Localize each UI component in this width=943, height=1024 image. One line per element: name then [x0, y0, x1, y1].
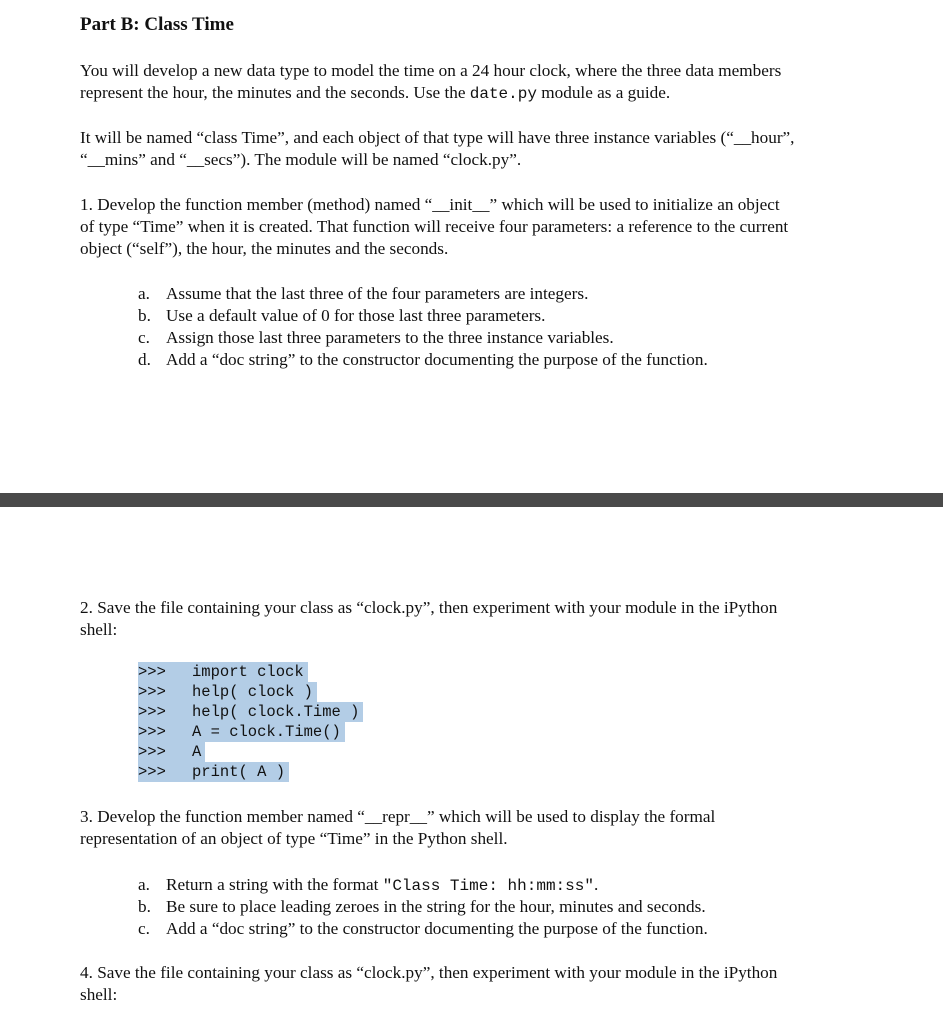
list-item [138, 327, 918, 349]
list-item-text: Assign those last three parameters to the three instance variables. [166, 328, 614, 347]
intro-line-2 [80, 82, 900, 105]
list-item [138, 896, 918, 918]
list-item-text: Add a “doc string” to the constructor documenting the purpose of the function. [166, 919, 708, 938]
shell-prompt: >>> [138, 742, 192, 762]
shell-prompt: >>> [138, 722, 192, 742]
intro-paragraph [80, 60, 900, 105]
code-line [138, 722, 363, 742]
step-3-line-1: 3. Develop the function member named “__repr__” which will be used to display the formal [80, 807, 716, 826]
intro-text: represent the hour, the minutes and the seconds. Use the [80, 83, 470, 102]
format-text: Return a string with the format [166, 875, 383, 894]
code-line [138, 762, 363, 782]
shell-command: print( A ) [192, 762, 289, 782]
step-3-list [138, 874, 918, 940]
list-item-text: Be sure to place leading zeroes in the string for the hour, minutes and seconds. [166, 897, 706, 916]
list-item-text [166, 874, 598, 896]
list-item [138, 874, 918, 896]
step-1-list [138, 283, 918, 371]
shell-prompt: >>> [138, 702, 192, 722]
module-name-code: date.py [469, 85, 537, 103]
section-title: Part B: Class Time [80, 14, 234, 35]
list-item-text: Assume that the last three of the four parameters are integers. [166, 284, 589, 303]
list-item-text: Add a “doc string” to the constructor documenting the purpose of the function. [166, 350, 708, 369]
shell-command: A [192, 742, 205, 762]
list-marker: a. [138, 284, 150, 303]
list-marker: a. [138, 875, 150, 894]
step-1-line-1: 1. Develop the function member (method) named “__init__” which will be used to initialize an object [80, 195, 780, 214]
shell-code-block [138, 662, 363, 782]
step-4-line-2: shell: [80, 985, 118, 1004]
list-item [138, 283, 918, 305]
code-line [138, 662, 363, 682]
list-marker: c. [138, 919, 150, 938]
list-marker: b. [138, 306, 151, 325]
shell-command: help( clock.Time ) [192, 702, 363, 722]
code-line [138, 742, 363, 762]
shell-command: import clock [192, 662, 308, 682]
shell-command: A = clock.Time() [192, 722, 345, 742]
intro-text-end: module as a guide. [536, 83, 671, 102]
page-break-divider [0, 493, 943, 507]
format-string-code: "Class Time: hh:mm:ss" [382, 877, 594, 895]
step-1-paragraph [80, 194, 900, 260]
list-item [138, 918, 918, 940]
shell-prompt: >>> [138, 662, 192, 682]
step-2-line-2: shell: [80, 620, 118, 639]
list-marker: c. [138, 328, 150, 347]
naming-line-2: “__mins” and “__secs”). The module will be named “clock.py”. [80, 150, 522, 169]
step-3-line-2: representation of an object of type “Time” in the Python shell. [80, 829, 508, 848]
code-line [138, 682, 363, 702]
naming-line-1: It will be named “class Time”, and each object of that type will have three instance variables (“__hour”, [80, 128, 795, 147]
step-3-paragraph [80, 806, 900, 850]
format-text-end: . [593, 875, 599, 894]
step-2-paragraph [80, 597, 900, 641]
shell-prompt: >>> [138, 682, 192, 702]
naming-paragraph [80, 127, 900, 171]
step-4-line-1: 4. Save the file containing your class as “clock.py”, then experiment with your module in the iPython [80, 963, 778, 982]
list-item [138, 305, 918, 327]
step-1-line-2: of type “Time” when it is created. That function will receive four parameters: a reference to the current [80, 217, 789, 236]
step-2-line-1: 2. Save the file containing your class as “clock.py”, then experiment with your module in the iPython [80, 598, 778, 617]
list-marker: b. [138, 897, 151, 916]
intro-line-1: You will develop a new data type to model the time on a 24 hour clock, where the three data members [80, 61, 782, 80]
code-line [138, 702, 363, 722]
shell-command: help( clock ) [192, 682, 317, 702]
step-1-line-3: object (“self”), the hour, the minutes and the seconds. [80, 239, 449, 258]
list-item-text: Use a default value of 0 for those last three parameters. [166, 306, 546, 325]
shell-prompt: >>> [138, 762, 192, 782]
step-4-paragraph [80, 962, 900, 1006]
list-marker: d. [138, 350, 151, 369]
list-item [138, 349, 918, 371]
